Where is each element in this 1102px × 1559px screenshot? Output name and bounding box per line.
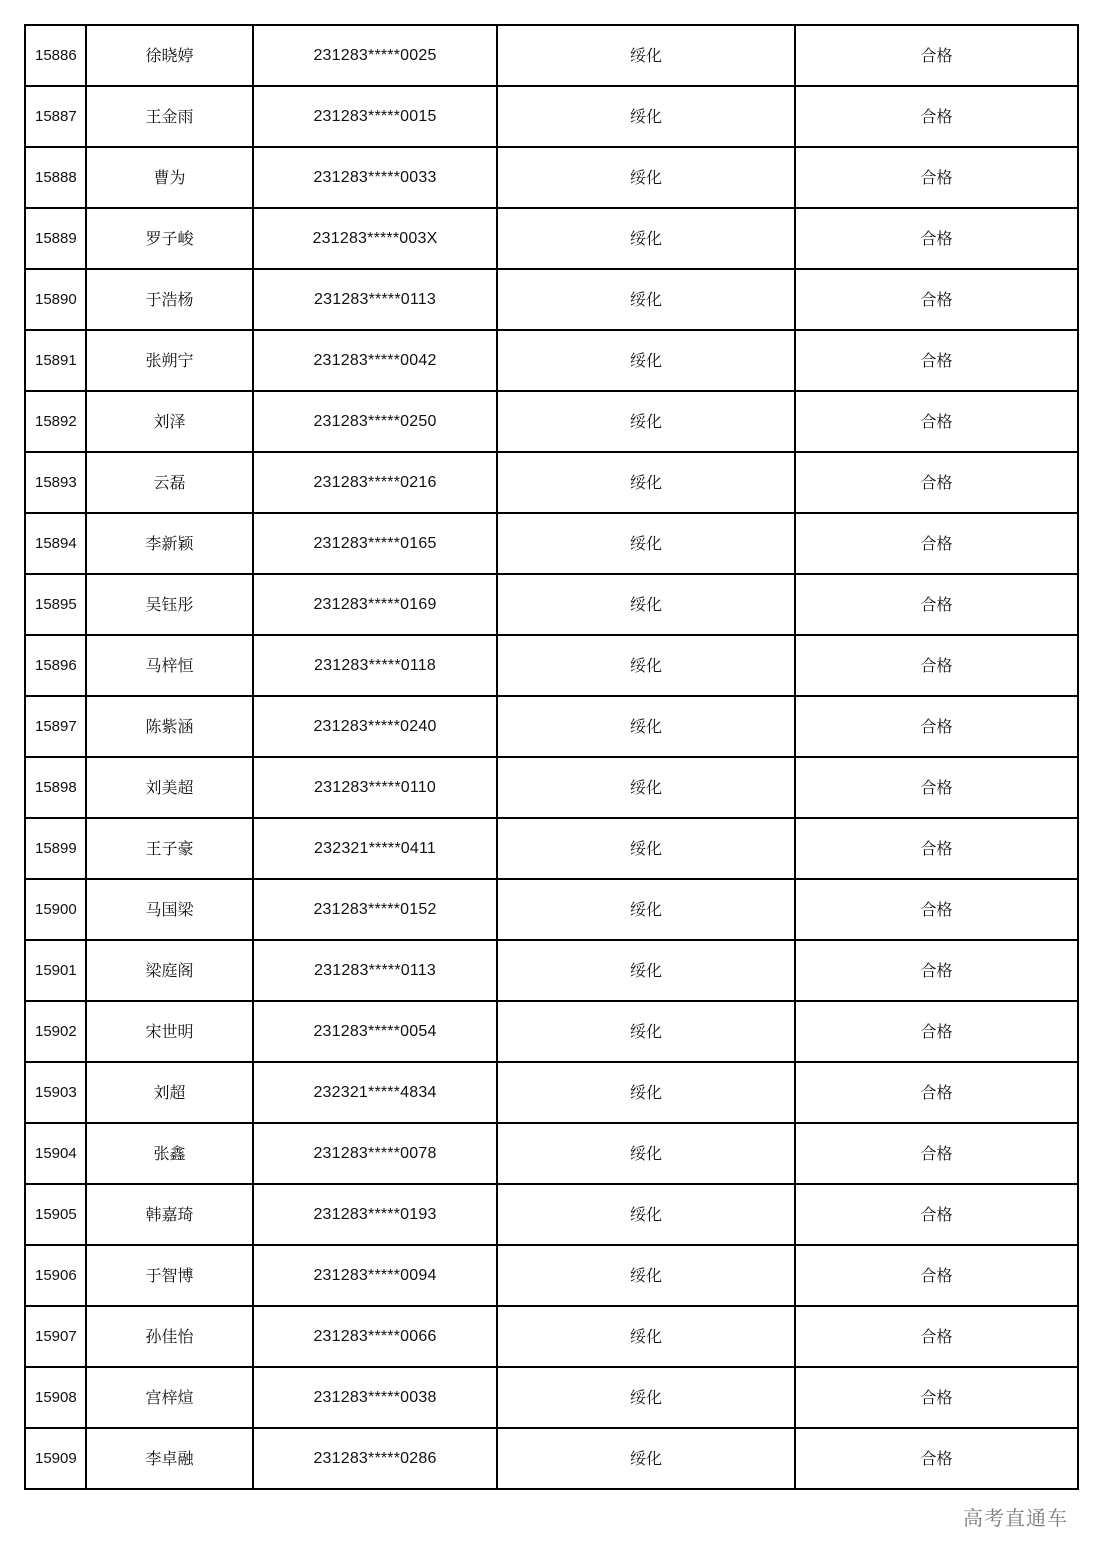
id-number-cell: 231283*****0118 bbox=[253, 635, 497, 696]
city-cell: 绥化 bbox=[497, 269, 795, 330]
id-number-cell: 231283*****0054 bbox=[253, 1001, 497, 1062]
table-row bbox=[25, 452, 1078, 513]
results-table-body bbox=[25, 25, 1078, 1489]
name-cell: 张鑫 bbox=[86, 1123, 253, 1184]
table-row bbox=[25, 86, 1078, 147]
result-cell: 合格 bbox=[795, 1245, 1078, 1306]
name-cell: 刘超 bbox=[86, 1062, 253, 1123]
id-number-cell: 231283*****0042 bbox=[253, 330, 497, 391]
id-number-cell: 231283*****0216 bbox=[253, 452, 497, 513]
result-cell: 合格 bbox=[795, 696, 1078, 757]
table-row bbox=[25, 1428, 1078, 1489]
city-cell: 绥化 bbox=[497, 452, 795, 513]
name-cell: 李新颖 bbox=[86, 513, 253, 574]
table-row bbox=[25, 1184, 1078, 1245]
result-cell: 合格 bbox=[795, 940, 1078, 1001]
result-cell: 合格 bbox=[795, 330, 1078, 391]
result-cell: 合格 bbox=[795, 1123, 1078, 1184]
table-row bbox=[25, 940, 1078, 1001]
result-cell: 合格 bbox=[795, 86, 1078, 147]
name-cell: 韩嘉琦 bbox=[86, 1184, 253, 1245]
city-cell: 绥化 bbox=[497, 757, 795, 818]
name-cell: 陈紫涵 bbox=[86, 696, 253, 757]
result-cell: 合格 bbox=[795, 208, 1078, 269]
city-cell: 绥化 bbox=[497, 879, 795, 940]
serial-number-cell: 15907 bbox=[25, 1306, 86, 1367]
table-row bbox=[25, 757, 1078, 818]
table-row bbox=[25, 391, 1078, 452]
name-cell: 梁庭阁 bbox=[86, 940, 253, 1001]
result-cell: 合格 bbox=[795, 391, 1078, 452]
city-cell: 绥化 bbox=[497, 1184, 795, 1245]
id-number-cell: 232321*****0411 bbox=[253, 818, 497, 879]
serial-number-cell: 15906 bbox=[25, 1245, 86, 1306]
table-row bbox=[25, 1001, 1078, 1062]
table-row bbox=[25, 1062, 1078, 1123]
id-number-cell: 231283*****0165 bbox=[253, 513, 497, 574]
city-cell: 绥化 bbox=[497, 1123, 795, 1184]
table-row bbox=[25, 574, 1078, 635]
serial-number-cell: 15886 bbox=[25, 25, 86, 86]
result-cell: 合格 bbox=[795, 147, 1078, 208]
city-cell: 绥化 bbox=[497, 1306, 795, 1367]
result-cell: 合格 bbox=[795, 757, 1078, 818]
id-number-cell: 231283*****0250 bbox=[253, 391, 497, 452]
city-cell: 绥化 bbox=[497, 1245, 795, 1306]
result-cell: 合格 bbox=[795, 574, 1078, 635]
name-cell: 吴钰彤 bbox=[86, 574, 253, 635]
name-cell: 于智博 bbox=[86, 1245, 253, 1306]
id-number-cell: 231283*****0113 bbox=[253, 940, 497, 1001]
id-number-cell: 232321*****4834 bbox=[253, 1062, 497, 1123]
result-cell: 合格 bbox=[795, 818, 1078, 879]
table-row bbox=[25, 269, 1078, 330]
result-cell: 合格 bbox=[795, 1001, 1078, 1062]
table-row bbox=[25, 696, 1078, 757]
name-cell: 王子豪 bbox=[86, 818, 253, 879]
name-cell: 李卓融 bbox=[86, 1428, 253, 1489]
city-cell: 绥化 bbox=[497, 574, 795, 635]
table-row bbox=[25, 147, 1078, 208]
city-cell: 绥化 bbox=[497, 330, 795, 391]
table-row bbox=[25, 818, 1078, 879]
id-number-cell: 231283*****0113 bbox=[253, 269, 497, 330]
name-cell: 刘美超 bbox=[86, 757, 253, 818]
serial-number-cell: 15900 bbox=[25, 879, 86, 940]
result-cell: 合格 bbox=[795, 1184, 1078, 1245]
serial-number-cell: 15894 bbox=[25, 513, 86, 574]
name-cell: 云磊 bbox=[86, 452, 253, 513]
table-row bbox=[25, 1306, 1078, 1367]
result-cell: 合格 bbox=[795, 513, 1078, 574]
id-number-cell: 231283*****0078 bbox=[253, 1123, 497, 1184]
name-cell: 徐晓婷 bbox=[86, 25, 253, 86]
id-number-cell: 231283*****0025 bbox=[253, 25, 497, 86]
table-row bbox=[25, 208, 1078, 269]
name-cell: 宋世明 bbox=[86, 1001, 253, 1062]
id-number-cell: 231283*****0193 bbox=[253, 1184, 497, 1245]
table-row bbox=[25, 1367, 1078, 1428]
city-cell: 绥化 bbox=[497, 147, 795, 208]
name-cell: 于浩杨 bbox=[86, 269, 253, 330]
serial-number-cell: 15901 bbox=[25, 940, 86, 1001]
table-row bbox=[25, 25, 1078, 86]
id-number-cell: 231283*****0152 bbox=[253, 879, 497, 940]
result-cell: 合格 bbox=[795, 1428, 1078, 1489]
city-cell: 绥化 bbox=[497, 86, 795, 147]
city-cell: 绥化 bbox=[497, 940, 795, 1001]
serial-number-cell: 15897 bbox=[25, 696, 86, 757]
city-cell: 绥化 bbox=[497, 1001, 795, 1062]
result-cell: 合格 bbox=[795, 1062, 1078, 1123]
serial-number-cell: 15902 bbox=[25, 1001, 86, 1062]
name-cell: 曹为 bbox=[86, 147, 253, 208]
city-cell: 绥化 bbox=[497, 208, 795, 269]
name-cell: 王金雨 bbox=[86, 86, 253, 147]
id-number-cell: 231283*****0286 bbox=[253, 1428, 497, 1489]
table-row bbox=[25, 635, 1078, 696]
city-cell: 绥化 bbox=[497, 635, 795, 696]
serial-number-cell: 15891 bbox=[25, 330, 86, 391]
serial-number-cell: 15909 bbox=[25, 1428, 86, 1489]
id-number-cell: 231283*****003X bbox=[253, 208, 497, 269]
city-cell: 绥化 bbox=[497, 696, 795, 757]
name-cell: 张朔宁 bbox=[86, 330, 253, 391]
serial-number-cell: 15896 bbox=[25, 635, 86, 696]
name-cell: 罗子峻 bbox=[86, 208, 253, 269]
serial-number-cell: 15895 bbox=[25, 574, 86, 635]
city-cell: 绥化 bbox=[497, 818, 795, 879]
city-cell: 绥化 bbox=[497, 25, 795, 86]
id-number-cell: 231283*****0066 bbox=[253, 1306, 497, 1367]
city-cell: 绥化 bbox=[497, 513, 795, 574]
serial-number-cell: 15905 bbox=[25, 1184, 86, 1245]
name-cell: 刘泽 bbox=[86, 391, 253, 452]
serial-number-cell: 15889 bbox=[25, 208, 86, 269]
serial-number-cell: 15899 bbox=[25, 818, 86, 879]
name-cell: 孙佳怡 bbox=[86, 1306, 253, 1367]
result-cell: 合格 bbox=[795, 25, 1078, 86]
serial-number-cell: 15893 bbox=[25, 452, 86, 513]
serial-number-cell: 15890 bbox=[25, 269, 86, 330]
table-row bbox=[25, 513, 1078, 574]
serial-number-cell: 15888 bbox=[25, 147, 86, 208]
table-row bbox=[25, 1245, 1078, 1306]
result-cell: 合格 bbox=[795, 452, 1078, 513]
result-cell: 合格 bbox=[795, 1306, 1078, 1367]
serial-number-cell: 15904 bbox=[25, 1123, 86, 1184]
serial-number-cell: 15908 bbox=[25, 1367, 86, 1428]
name-cell: 马国梁 bbox=[86, 879, 253, 940]
city-cell: 绥化 bbox=[497, 1062, 795, 1123]
id-number-cell: 231283*****0110 bbox=[253, 757, 497, 818]
result-cell: 合格 bbox=[795, 635, 1078, 696]
result-cell: 合格 bbox=[795, 1367, 1078, 1428]
serial-number-cell: 15887 bbox=[25, 86, 86, 147]
table-row bbox=[25, 879, 1078, 940]
result-cell: 合格 bbox=[795, 269, 1078, 330]
results-table bbox=[24, 24, 1079, 1490]
id-number-cell: 231283*****0038 bbox=[253, 1367, 497, 1428]
city-cell: 绥化 bbox=[497, 1428, 795, 1489]
city-cell: 绥化 bbox=[497, 391, 795, 452]
table-row bbox=[25, 330, 1078, 391]
id-number-cell: 231283*****0169 bbox=[253, 574, 497, 635]
serial-number-cell: 15903 bbox=[25, 1062, 86, 1123]
watermark-text: 高考直通车 bbox=[959, 1502, 1072, 1531]
id-number-cell: 231283*****0033 bbox=[253, 147, 497, 208]
result-cell: 合格 bbox=[795, 879, 1078, 940]
id-number-cell: 231283*****0094 bbox=[253, 1245, 497, 1306]
id-number-cell: 231283*****0015 bbox=[253, 86, 497, 147]
id-number-cell: 231283*****0240 bbox=[253, 696, 497, 757]
serial-number-cell: 15892 bbox=[25, 391, 86, 452]
table-row bbox=[25, 1123, 1078, 1184]
name-cell: 马梓恒 bbox=[86, 635, 253, 696]
serial-number-cell: 15898 bbox=[25, 757, 86, 818]
name-cell: 宫梓煊 bbox=[86, 1367, 253, 1428]
city-cell: 绥化 bbox=[497, 1367, 795, 1428]
